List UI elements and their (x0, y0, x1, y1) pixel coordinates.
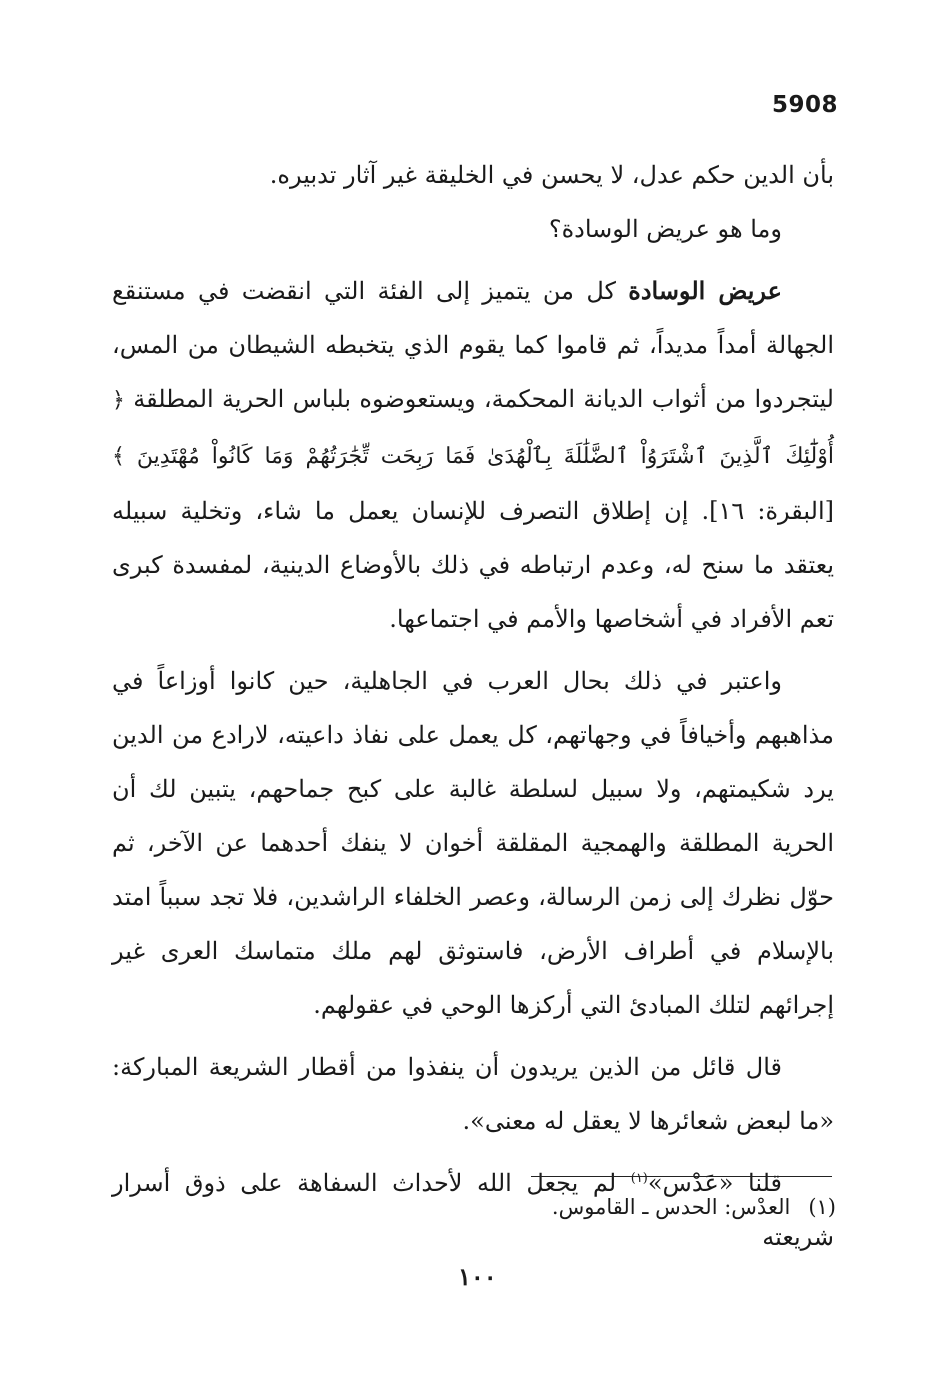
paragraph-6-end: لم يجعل الله لأحداث السفاهة على ذوق أسرار شريعته (112, 1169, 834, 1251)
footnote-text: العدْس: الحدس ـ القاموس. (551, 1195, 791, 1219)
page-number-top: 5908 (771, 92, 838, 118)
defined-term: عريض الوسادة (628, 276, 782, 305)
paragraph-4: واعتبر في ذلك بحال العرب في الجاهلية، حين كانوا أوزاعاً في مذاهبهم وأخيافاً في وجهاتهم، كل يعمل على نفاذ داعيته، لارادع من الدين يرد شكيمتهم، ولا سبيل لسلطة غالبة على كبح جماحهم، يتبين لك أن الحرية المطلقة والهمجية المقلقة أخوان لا ينفك أحدهما عن الآخر، ثم حوّل نظرك إلى زمن الرسالة، وعصر الخلفاء الراشدين، فلا تجد سبباً امتد بالإسلام في أطراف الأرض، فاستوثق لهم ملك متماسك العرى غير إجرائهم لتلك المبادئ التي أركزها الوحي في عقولهم. (112, 667, 834, 1019)
paragraph-3 (112, 264, 834, 646)
footnote-divider (531, 1176, 832, 1177)
paragraph-3-text: كل من يتميز إلى الفئة التي انقضت في مستنقع الجهالة أمداً مديداً، ثم قاموا كما يقوم الذي يتخبطه الشيطان من المس، ليتجردوا من أثواب الديانة المحكمة، ويستعوضوه بلباس الحرية المطلقة (112, 277, 834, 413)
paragraph-6-start: قلنا «عَدْس» (647, 1169, 782, 1197)
paragraph-5: قال قائل من الذين يريدون أن ينفذوا من أقطار الشريعة المباركة: «ما لبعض شعائرها لا يعقل له معنى». (112, 1053, 834, 1135)
body-text (112, 148, 834, 1264)
paragraph-1: بأن الدين حكم عدل، لا يحسن في الخليقة غير آثار تدبيره. (269, 161, 834, 189)
footnote-reference: (١) (630, 1171, 648, 1186)
page-number-bottom: ١٠٠ (458, 1262, 497, 1291)
paragraph-2: وما هو عريض الوسادة؟ (548, 215, 782, 243)
verse-reference: [البقرة: ١٦]. (701, 497, 834, 525)
footnote (552, 1192, 836, 1222)
footnote-mark: (١) (808, 1195, 836, 1219)
paragraph-3-tail: إن إطلاق التصرف للإنسان يعمل ما شاء، وتخلية سبيله يعتقد ما سنح له، وعدم ارتباطه في ذلك بالأوضاع الدينية، لمفسدة كبرى تعم الأفراد في أشخاصها والأمم في اجتماعها. (112, 497, 834, 633)
quran-verse: ﴿ أُوْلَٰٓئِكَ ٱلَّذِينَ ٱشْتَرَوُاْ ٱلضَّلَٰلَةَ بِٱلْهُدَىٰ فَمَا رَبِحَت تِّجَٰرَتُهُمْ وَمَا كَانُواْ مُهْتَدِينَ ﴾ (112, 388, 834, 469)
